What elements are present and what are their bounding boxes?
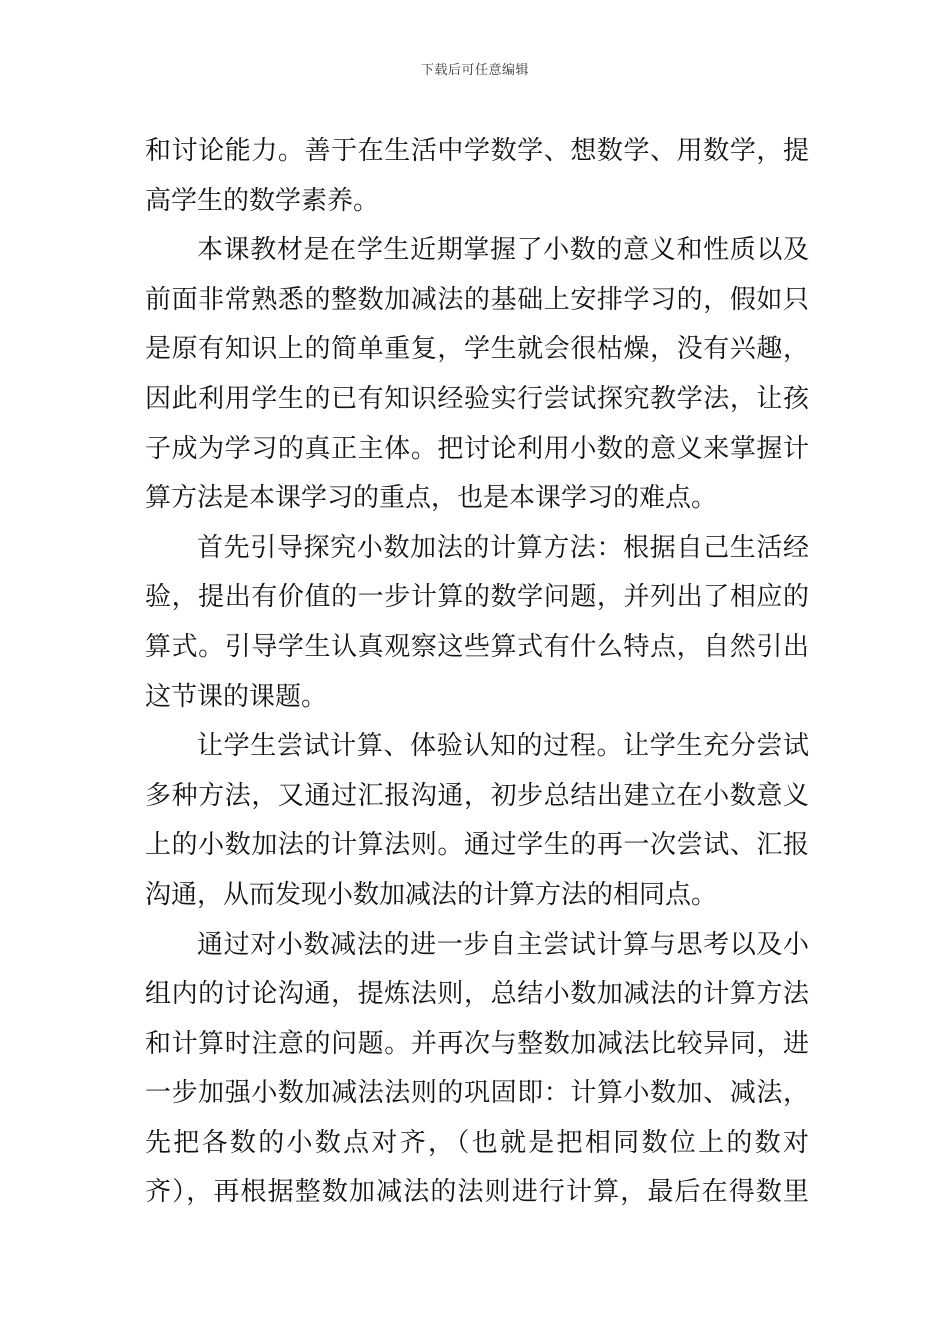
text-line: 首先引导探究小数加法的计算方法：根据自己生活经 <box>197 532 809 563</box>
text-line: 验，提出有价值的一步计算的数学问题，并列出了相应的 <box>145 582 809 613</box>
text-line: 是原有知识上的简单重复，学生就会很枯燥，没有兴趣， <box>145 334 809 365</box>
text-line: 沟通，从而发现小数加减法的计算方法的相同点。 <box>145 879 718 910</box>
text-line: 让学生尝试计算、体验认知的过程。让学生充分尝试 <box>197 731 809 762</box>
text-line: 通过对小数减法的进一步自主尝试计算与思考以及小 <box>197 929 809 960</box>
text-line: 多种方法，又通过汇报沟通，初步总结出建立在小数意义 <box>145 780 809 811</box>
text-line: 这节课的课题。 <box>145 681 328 712</box>
text-line: 和讨论能力。善于在生活中学数学、想数学、用数学，提 <box>145 136 809 166</box>
text-line: 组内的讨论沟通，提炼法则，总结小数加减法的计算方法 <box>145 979 809 1010</box>
document-body <box>145 127 809 1218</box>
text-line: 一步加强小数加减法法则的巩固即：计算小数加、减法， <box>145 1078 809 1109</box>
text-line: 齐），再根据整数加减法的法则进行计算，最后在得数里 <box>145 1177 809 1208</box>
text-line: 上的小数加法的计算法则。通过学生的再一次尝试、汇报 <box>145 830 809 861</box>
text-line: 高学生的数学素养。 <box>145 185 380 216</box>
text-line: 算式。引导学生认真观察这些算式有什么特点，自然引出 <box>145 631 809 662</box>
page-header: 下载后可任意编辑 <box>420 63 529 78</box>
text-line: 前面非常熟悉的整数加减法的基础上安排学习的，假如只 <box>145 284 809 315</box>
text-line: 本课教材是在学生近期掌握了小数的意义和性质以及 <box>197 235 809 266</box>
text-line: 子成为学习的真正主体。把讨论利用小数的意义来掌握计 <box>145 433 809 464</box>
text-line: 和计算时注意的问题。并再次与整数加减法比较异同，进 <box>145 1028 809 1059</box>
text-line: 先把各数的小数点对齐，（也就是把相同数位上的数对 <box>145 1127 809 1158</box>
text-line: 因此利用学生的已有知识经验实行尝试探究教学法，让孩 <box>145 383 809 414</box>
text-line: 算方法是本课学习的重点，也是本课学习的难点。 <box>145 483 718 514</box>
